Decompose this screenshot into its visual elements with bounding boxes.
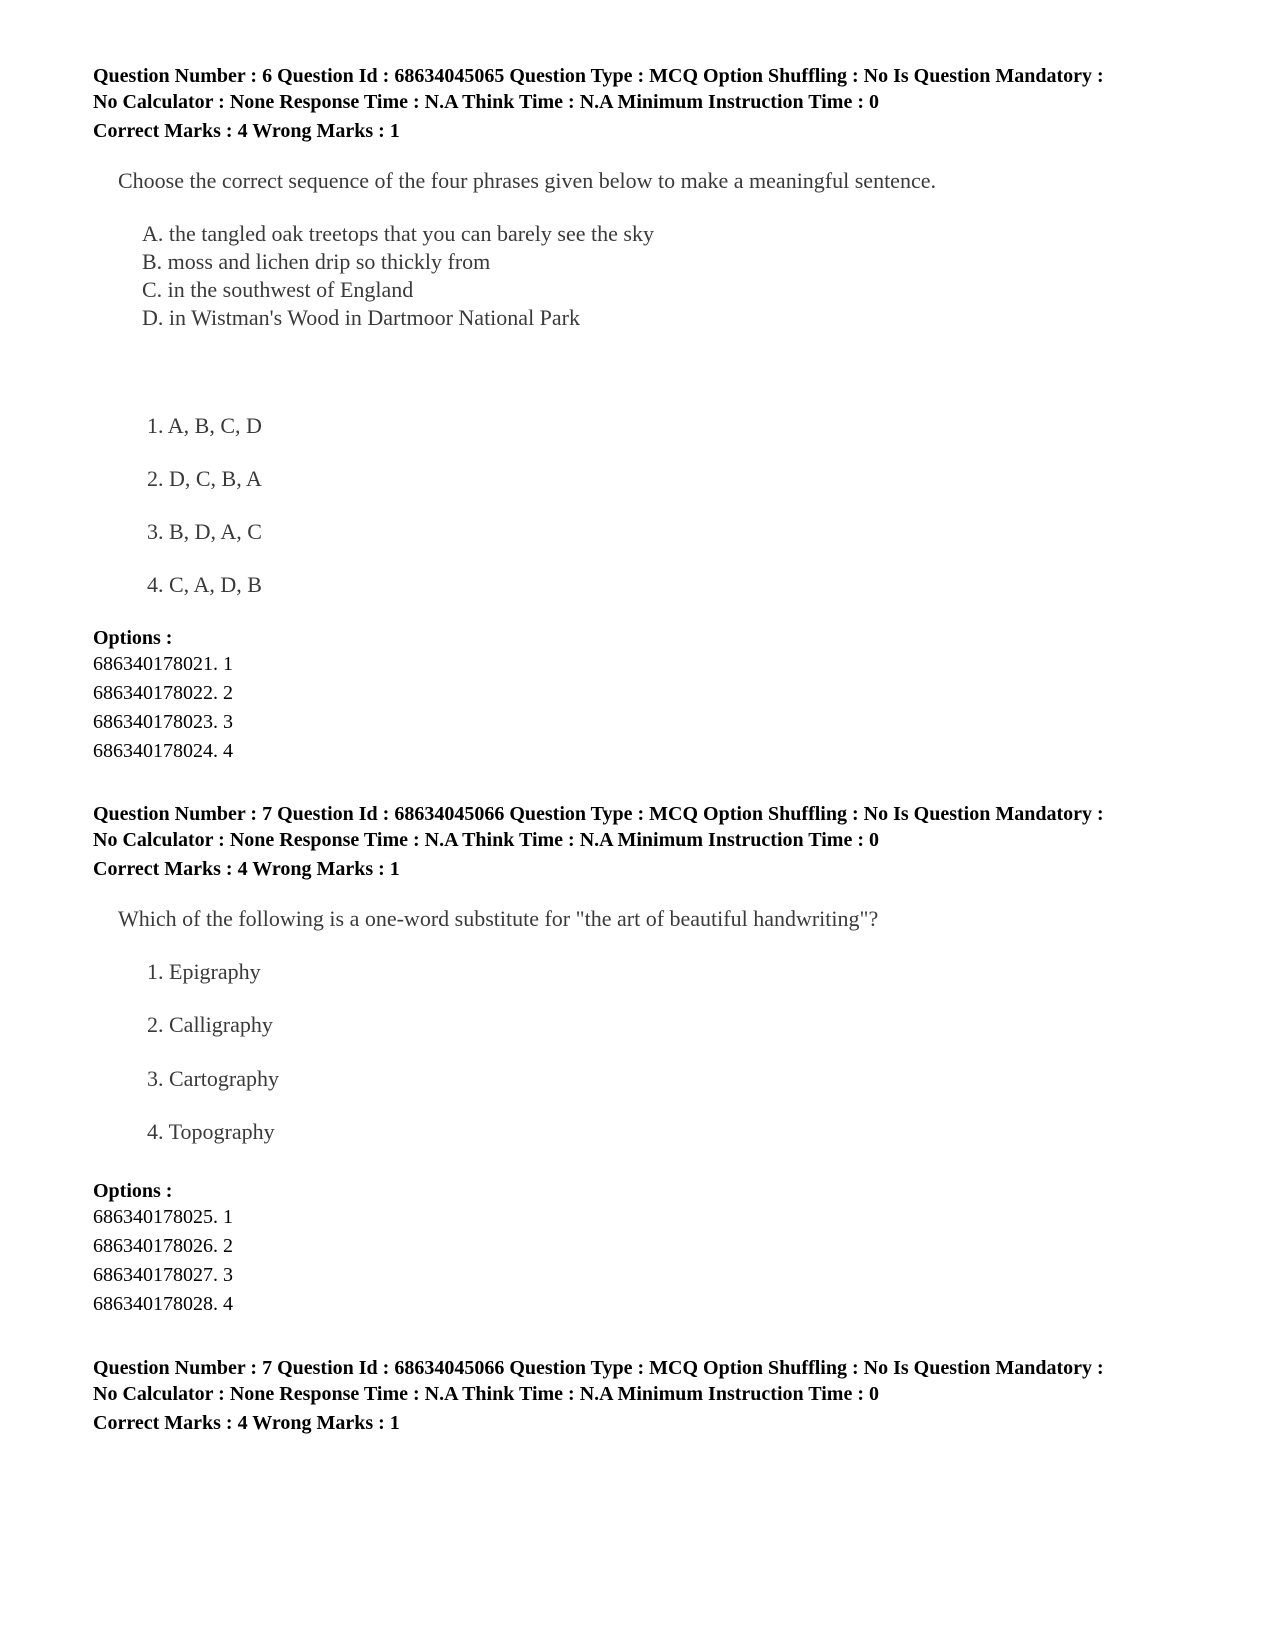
options-title: Options :	[93, 1180, 173, 1202]
option-item: 686340178028. 4	[93, 1293, 233, 1315]
question-7-header	[93, 802, 1213, 881]
question-stem: Which of the following is a one-word substitute for "the art of beautiful handwriting"?	[118, 906, 879, 931]
answer-choice-1: 1. Epigraphy	[147, 959, 261, 984]
question-meta-line-2: No Calculator : None Response Time : N.A Think Time : N.A Minimum Instruction Time : 0	[93, 829, 879, 851]
question-marks: Correct Marks : 4 Wrong Marks : 1	[93, 1412, 400, 1434]
question-stem: Choose the correct sequence of the four phrases given below to make a meaningful sentence.	[118, 168, 936, 193]
answer-choice-4: 4. Topography	[147, 1119, 275, 1144]
phrase-list	[142, 220, 654, 332]
question-meta-line-1: Question Number : 6 Question Id : 68634045065 Question Type : MCQ Option Shuffling : No Is Question Mandatory :	[93, 65, 1104, 87]
answer-choice-3: 3. Cartography	[147, 1066, 279, 1091]
question-marks: Correct Marks : 4 Wrong Marks : 1	[93, 120, 400, 142]
option-item: 686340178024. 4	[93, 740, 233, 762]
phrase-a: A. the tangled oak treetops that you can barely see the sky	[142, 221, 654, 246]
answer-choice-3: 3. B, D, A, C	[147, 519, 262, 544]
answer-choice-1: 1. A, B, C, D	[147, 413, 262, 438]
question-meta-line-2: No Calculator : None Response Time : N.A Think Time : N.A Minimum Instruction Time : 0	[93, 91, 879, 113]
phrase-b: B. moss and lichen drip so thickly from	[142, 249, 491, 274]
question-6-options	[93, 626, 1213, 766]
option-item: 686340178025. 1	[93, 1206, 233, 1228]
phrase-d: D. in Wistman's Wood in Dartmoor National Park	[142, 305, 581, 330]
option-item: 686340178027. 3	[93, 1264, 233, 1286]
question-7b-header	[93, 1356, 1213, 1435]
question-meta-line-1: Question Number : 7 Question Id : 68634045066 Question Type : MCQ Option Shuffling : No Is Question Mandatory :	[93, 1357, 1104, 1379]
phrase-c: C. in the southwest of England	[142, 277, 414, 302]
answer-choice-2: 2. Calligraphy	[147, 1012, 273, 1037]
options-title: Options :	[93, 627, 173, 649]
option-item: 686340178023. 3	[93, 711, 233, 733]
answer-choice-2: 2. D, C, B, A	[147, 466, 262, 491]
question-6-header	[93, 64, 1213, 143]
option-item: 686340178021. 1	[93, 653, 233, 675]
answer-choice-4: 4. C, A, D, B	[147, 572, 262, 597]
question-marks: Correct Marks : 4 Wrong Marks : 1	[93, 858, 400, 880]
question-meta-line-2: No Calculator : None Response Time : N.A Think Time : N.A Minimum Instruction Time : 0	[93, 1383, 879, 1405]
option-item: 686340178026. 2	[93, 1235, 233, 1257]
question-7-options	[93, 1179, 1213, 1319]
question-meta-line-1: Question Number : 7 Question Id : 68634045066 Question Type : MCQ Option Shuffling : No Is Question Mandatory :	[93, 803, 1104, 825]
option-item: 686340178022. 2	[93, 682, 233, 704]
